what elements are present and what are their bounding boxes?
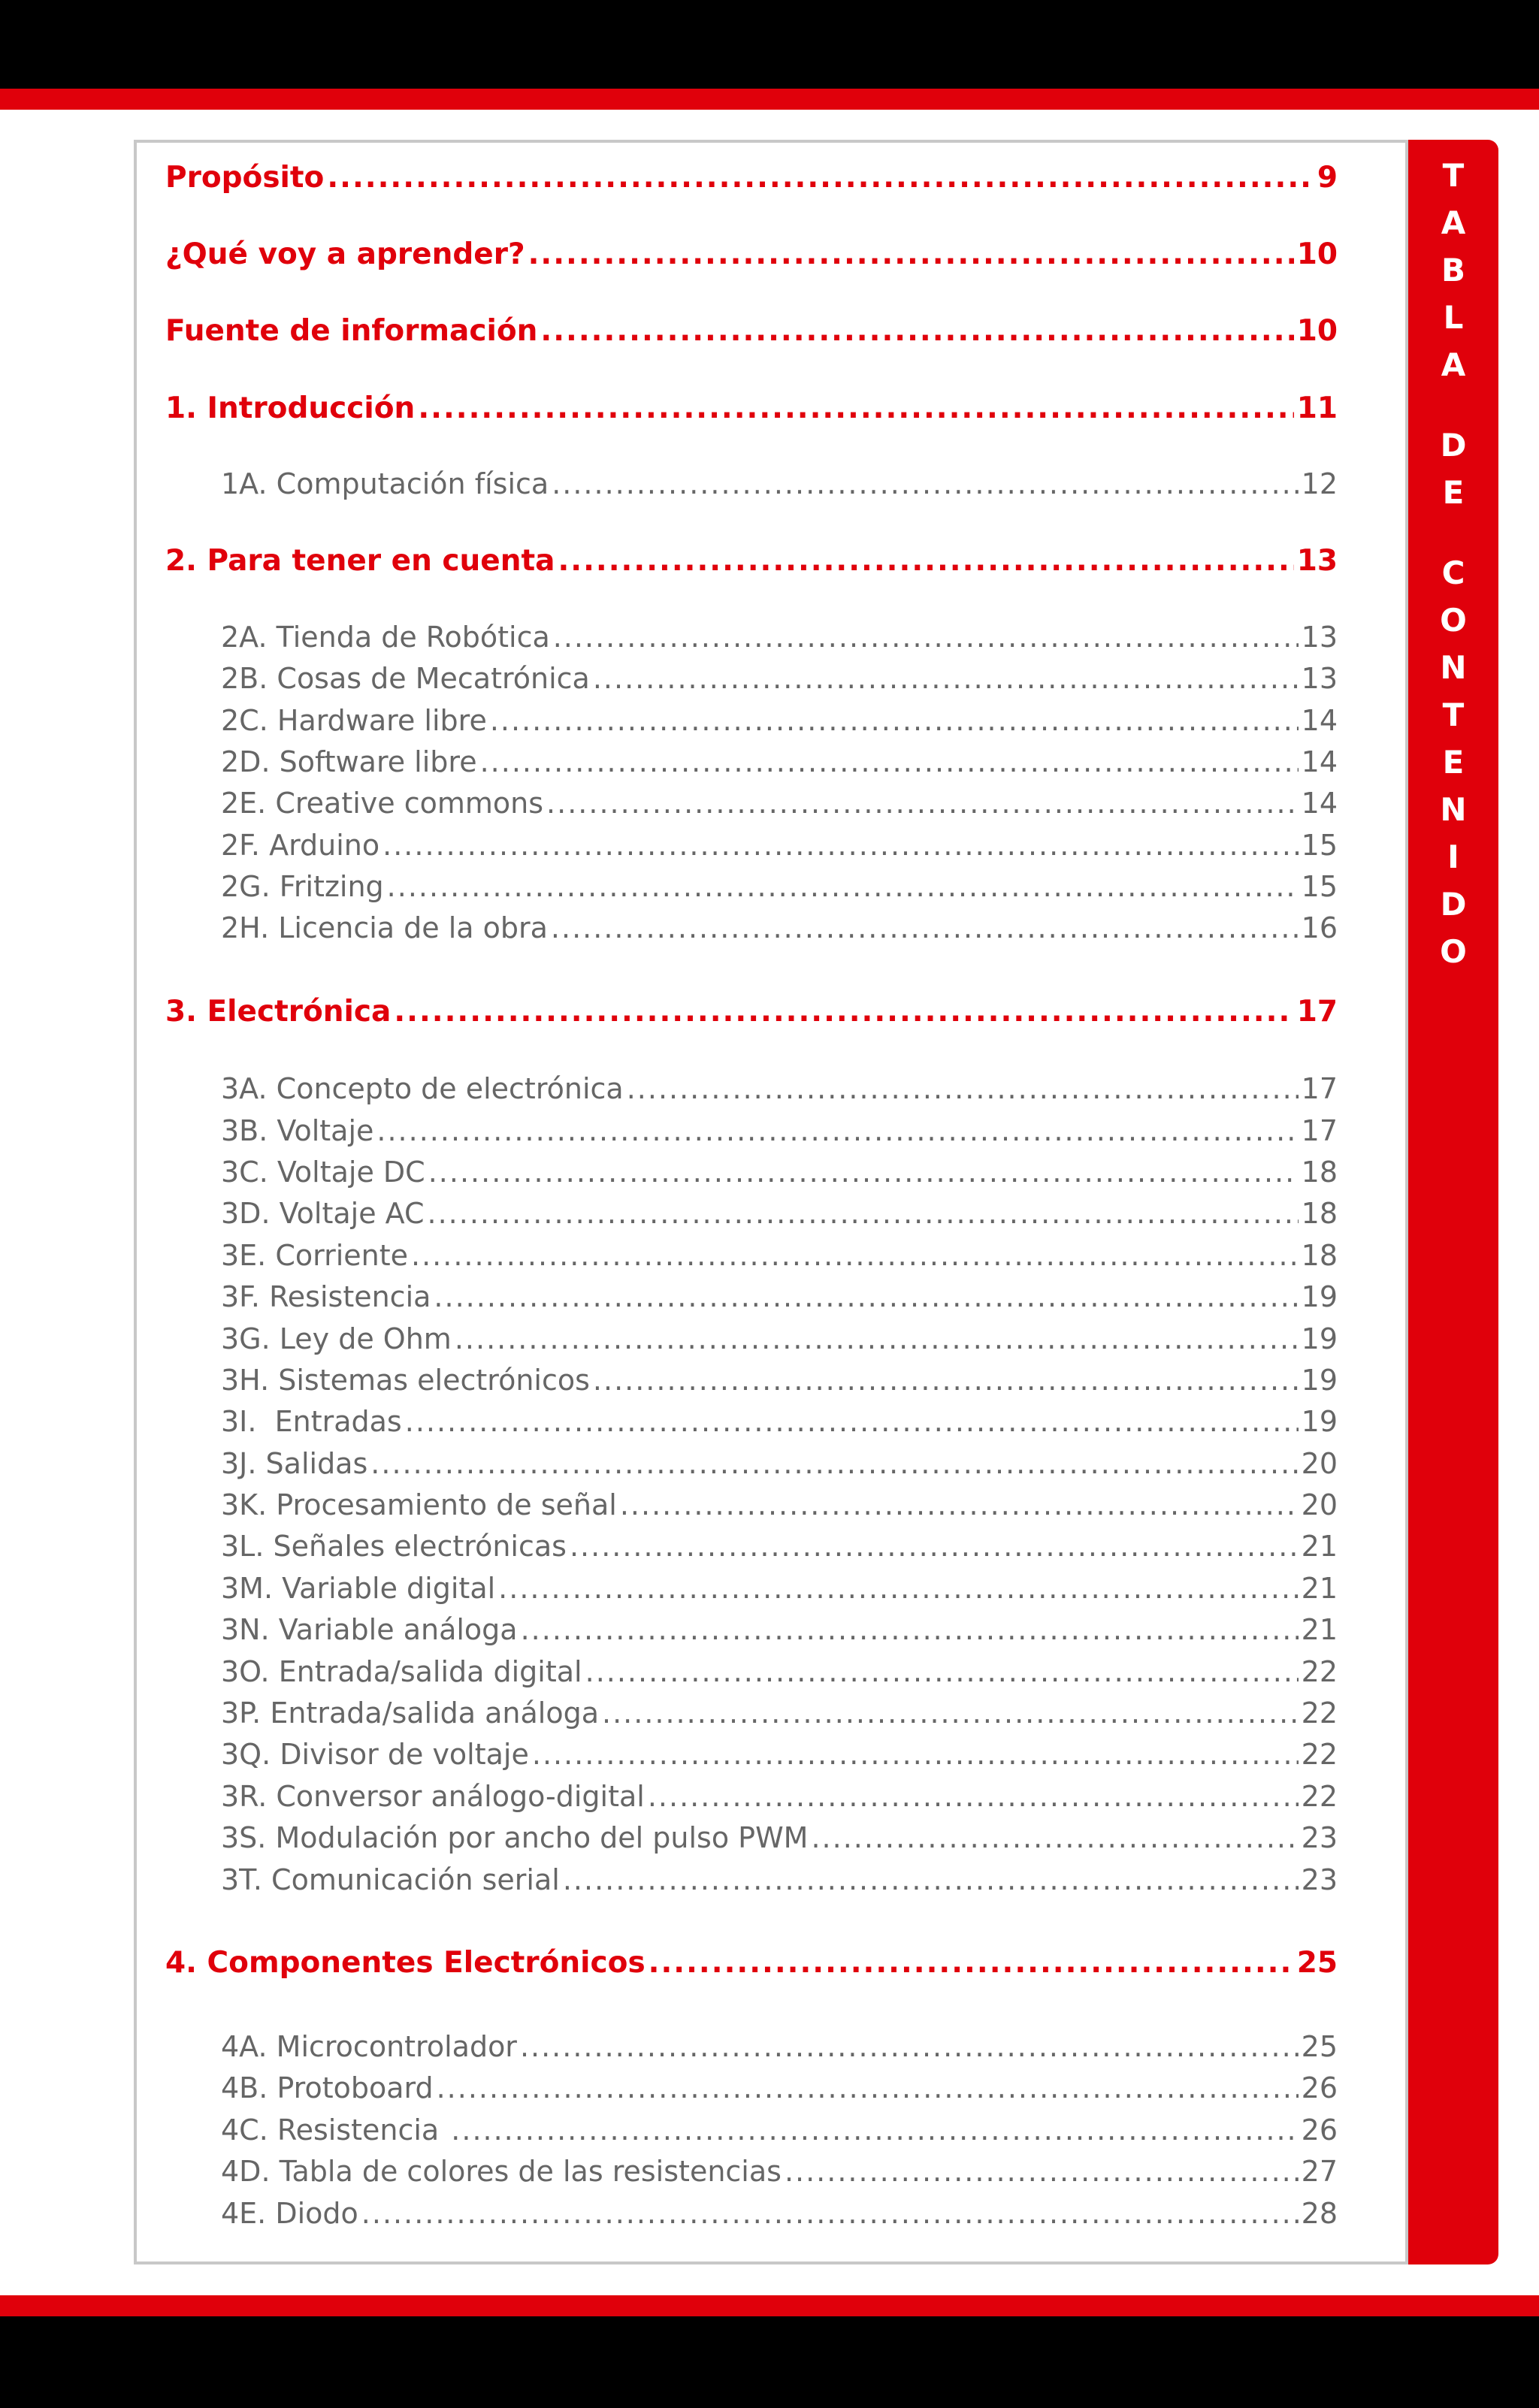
toc-entry-label: 4E. Diodo <box>221 2197 358 2230</box>
toc-page-number: 18 <box>1301 1197 1338 1230</box>
toc-dot-leader <box>387 870 1299 903</box>
toc-entry-label: 4D. Tabla de colores de las resistencias <box>221 2155 782 2188</box>
toc-dot-leader <box>648 1780 1299 1813</box>
toc-page-number: 22 <box>1301 1696 1338 1730</box>
sidebar-letter-gap <box>1408 388 1498 421</box>
toc-page-number: 18 <box>1301 1239 1338 1272</box>
toc-page-number: 15 <box>1301 829 1338 862</box>
toc-dot-leader <box>376 1114 1298 1147</box>
toc-entry-label: 4B. Protoboard <box>221 2071 434 2104</box>
toc-dot-leader <box>455 1322 1299 1355</box>
toc-entry-label: Fuente de información <box>165 314 538 348</box>
toc-dot-leader <box>532 1738 1299 1771</box>
sidebar-letter: O <box>1440 933 1467 970</box>
sidebar-letter: O <box>1440 602 1467 639</box>
toc-section-entry[interactable] <box>165 161 1338 195</box>
toc-page-number: 25 <box>1296 1946 1338 1980</box>
toc-entry-label: 3K. Procesamiento de señal <box>221 1488 617 1521</box>
toc-subsection-entry[interactable] <box>221 1738 1338 1771</box>
toc-dot-leader <box>327 161 1314 195</box>
toc-subsection-entry[interactable] <box>221 1197 1338 1230</box>
toc-dot-leader <box>546 787 1299 820</box>
toc-entry-label: 3I. Entradas <box>221 1405 402 1438</box>
toc-entry-label: 2A. Tienda de Robótica <box>221 621 550 654</box>
toc-entry-label: 2H. Licencia de la obra <box>221 911 548 944</box>
toc-page-number: 21 <box>1301 1613 1338 1646</box>
toc-section-entry[interactable] <box>165 314 1338 348</box>
toc-page-number: 17 <box>1301 1114 1338 1147</box>
toc-entry-label: 2. Para tener en cuenta <box>165 544 555 578</box>
toc-entry-label: 1A. Computación física <box>221 467 549 500</box>
toc-dot-leader <box>434 1280 1298 1313</box>
toc-subsection-entry[interactable] <box>221 829 1338 862</box>
toc-subsection-entry[interactable] <box>221 745 1338 778</box>
toc-section-entry[interactable] <box>165 1946 1338 1980</box>
toc-page-number: 25 <box>1301 2030 1338 2063</box>
toc-entry-label: 3J. Salidas <box>221 1447 368 1480</box>
toc-entry-label: 3P. Entrada/salida análoga <box>221 1696 599 1730</box>
toc-page-number: 22 <box>1301 1655 1338 1688</box>
toc-subsection-entry[interactable] <box>221 1072 1338 1105</box>
toc-entry-label: 3D. Voltaje AC <box>221 1197 425 1230</box>
toc-subsection-entry[interactable] <box>221 870 1338 903</box>
toc-subsection-entry[interactable] <box>221 1613 1338 1646</box>
toc-dot-leader <box>558 544 1293 578</box>
toc-dot-leader <box>382 829 1299 862</box>
toc-subsection-entry[interactable] <box>221 1405 1338 1438</box>
top-red-stripe <box>0 89 1539 110</box>
sidebar-tab <box>1408 140 1498 2264</box>
sidebar-letter: E <box>1442 744 1465 781</box>
toc-dot-leader <box>649 1946 1294 1980</box>
toc-page-number: 16 <box>1301 911 1338 944</box>
toc-page-number: 20 <box>1301 1488 1338 1521</box>
sidebar-letter: D <box>1440 427 1467 464</box>
toc-dot-leader <box>411 1239 1299 1272</box>
toc-entry-label: 3A. Concepto de electrónica <box>221 1072 624 1105</box>
toc-dot-leader <box>428 1156 1299 1189</box>
toc-page-number: 26 <box>1301 2071 1338 2104</box>
toc-entry-label: 2E. Creative commons <box>221 787 544 820</box>
toc-dot-leader <box>394 995 1293 1029</box>
toc-subsection-entry[interactable] <box>221 1114 1338 1147</box>
sidebar-letter: N <box>1440 649 1467 686</box>
toc-dot-leader <box>437 2071 1299 2104</box>
toc-subsection-entry[interactable] <box>221 2113 1338 2147</box>
toc-entry-label: 3N. Variable análoga <box>221 1613 518 1646</box>
toc-entry-label: 3Q. Divisor de voltaje <box>221 1738 529 1771</box>
toc-entry-label: 4C. Resistencia <box>221 2113 449 2147</box>
toc-dot-leader <box>585 1655 1299 1688</box>
toc-entry-label: 2F. Arduino <box>221 829 380 862</box>
toc-page-number: 14 <box>1301 745 1338 778</box>
toc-subsection-entry[interactable] <box>221 1280 1338 1313</box>
sidebar-letter: A <box>1441 204 1466 241</box>
toc-page-number: 15 <box>1301 870 1338 903</box>
toc-dot-leader <box>602 1696 1299 1730</box>
toc-page-number: 19 <box>1301 1322 1338 1355</box>
toc-dot-leader <box>361 2197 1299 2230</box>
toc-subsection-entry[interactable] <box>221 2155 1338 2188</box>
toc-subsection-entry[interactable] <box>221 2071 1338 2104</box>
toc-page-number: 23 <box>1301 1863 1338 1896</box>
sidebar-letter: B <box>1441 252 1465 289</box>
toc-page-number: 13 <box>1301 621 1338 654</box>
toc-entry-label: 3F. Resistencia <box>221 1280 431 1313</box>
toc-subsection-entry[interactable] <box>221 2030 1338 2063</box>
toc-dot-leader <box>418 391 1293 425</box>
toc-page-number: 10 <box>1296 237 1338 271</box>
toc-entry-label: 1. Introducción <box>165 391 416 425</box>
toc-page-number: 19 <box>1301 1405 1338 1438</box>
toc-subsection-entry[interactable] <box>221 1655 1338 1688</box>
toc-dot-leader <box>551 911 1299 944</box>
toc-page-number: 18 <box>1301 1156 1338 1189</box>
sidebar-letter: L <box>1443 299 1464 336</box>
toc-subsection-entry[interactable] <box>221 2197 1338 2230</box>
bottom-red-stripe <box>0 2295 1539 2316</box>
sidebar-letter: D <box>1440 886 1467 923</box>
toc-page-number: 21 <box>1301 1530 1338 1563</box>
toc-dot-leader <box>627 1072 1299 1105</box>
toc-page-number: 13 <box>1296 544 1338 578</box>
toc-section-entry[interactable] <box>165 391 1338 425</box>
toc-entry-label: 3O. Entrada/salida digital <box>221 1655 582 1688</box>
toc-dot-leader <box>540 314 1293 348</box>
toc-entry-label: 3C. Voltaje DC <box>221 1156 425 1189</box>
toc-page-number: 28 <box>1301 2197 1338 2230</box>
toc-entry-label: 3M. Variable digital <box>221 1572 496 1605</box>
toc-page-number: 13 <box>1301 662 1338 695</box>
toc-entry-label: 3S. Modulación por ancho del pulso PWM <box>221 1821 809 1854</box>
toc-subsection-entry[interactable] <box>221 1239 1338 1272</box>
toc-dot-leader <box>370 1447 1298 1480</box>
toc-page-number: 9 <box>1317 161 1338 195</box>
toc-entry-label: 3G. Ley de Ohm <box>221 1322 452 1355</box>
toc-subsection-entry[interactable] <box>221 1780 1338 1813</box>
toc-dot-leader <box>528 237 1294 271</box>
top-black-band <box>0 0 1539 89</box>
toc-entry-label: 4A. Microcontrolador <box>221 2030 517 2063</box>
toc-page-number: 21 <box>1301 1572 1338 1605</box>
toc-page-number: 22 <box>1301 1738 1338 1771</box>
toc-dot-leader <box>428 1197 1299 1230</box>
toc-page-number: 19 <box>1301 1364 1338 1397</box>
toc-page-number: 14 <box>1301 787 1338 820</box>
toc-section-entry[interactable] <box>165 237 1338 271</box>
toc-dot-leader <box>785 2155 1299 2188</box>
toc-subsection-entry[interactable] <box>221 704 1338 737</box>
toc-dot-leader <box>480 745 1299 778</box>
toc-subsection-entry[interactable] <box>221 621 1338 654</box>
toc-subsection-entry[interactable] <box>221 1530 1338 1563</box>
toc-page-number: 20 <box>1301 1447 1338 1480</box>
toc-entry-label: 3B. Voltaje <box>221 1114 374 1147</box>
toc-section-entry[interactable] <box>165 995 1338 1029</box>
toc-entry-label: 3T. Comunicación serial <box>221 1863 560 1896</box>
toc-dot-leader <box>451 2113 1298 2147</box>
toc-dot-leader <box>811 1821 1298 1854</box>
toc-subsection-entry[interactable] <box>221 1821 1338 1854</box>
toc-page-number: 27 <box>1301 2155 1338 2188</box>
toc-page-number: 14 <box>1301 704 1338 737</box>
toc-dot-leader <box>563 1863 1299 1896</box>
toc-entry-label: 2B. Cosas de Mecatrónica <box>221 662 590 695</box>
toc-page-number: 17 <box>1301 1072 1338 1105</box>
toc-subsection-entry[interactable] <box>221 1322 1338 1355</box>
toc-subsection-entry[interactable] <box>221 911 1338 944</box>
toc-entry-label: 2C. Hardware libre <box>221 704 487 737</box>
sidebar-letter: T <box>1442 696 1465 733</box>
toc-dot-leader <box>553 621 1299 654</box>
toc-subsection-entry[interactable] <box>221 787 1338 820</box>
toc-subsection-entry[interactable] <box>221 1364 1338 1397</box>
toc-dot-leader <box>552 467 1298 500</box>
toc-dot-leader <box>570 1530 1299 1563</box>
toc-dot-leader <box>498 1572 1298 1605</box>
sidebar-letter: I <box>1447 838 1459 875</box>
toc-entry-label: 3E. Corriente <box>221 1239 409 1272</box>
sidebar-letter: N <box>1440 791 1467 828</box>
toc-dot-leader <box>490 704 1299 737</box>
toc-subsection-entry[interactable] <box>221 467 1338 500</box>
toc-entry-label: 3R. Conversor análogo-digital <box>221 1780 645 1813</box>
toc-entry-label: ¿Qué voy a aprender? <box>165 237 525 271</box>
toc-section-entry[interactable] <box>165 544 1338 578</box>
toc-dot-leader <box>620 1488 1299 1521</box>
toc-entry-label: 2D. Software libre <box>221 745 477 778</box>
toc-subsection-entry[interactable] <box>221 1488 1338 1521</box>
sidebar-letter: C <box>1441 554 1465 591</box>
toc-entry-label: 3L. Señales electrónicas <box>221 1530 567 1563</box>
toc-dot-leader <box>521 1613 1299 1646</box>
toc-page-number: 10 <box>1296 314 1338 348</box>
toc-dot-leader <box>593 1364 1299 1397</box>
bottom-black-band <box>0 2316 1539 2408</box>
toc-dot-leader <box>405 1405 1299 1438</box>
sidebar-letter-gap <box>1408 516 1498 549</box>
toc-entry-label: 3H. Sistemas electrónicos <box>221 1364 590 1397</box>
toc-page-number: 26 <box>1301 2113 1338 2147</box>
sidebar-letter: E <box>1442 474 1465 511</box>
toc-subsection-entry[interactable] <box>221 662 1338 695</box>
toc-subsection-entry[interactable] <box>221 1447 1338 1480</box>
toc-page-number: 11 <box>1296 391 1338 425</box>
toc-page-number: 12 <box>1301 467 1338 500</box>
toc-entry-label: 2G. Fritzing <box>221 870 384 903</box>
toc-page-number: 17 <box>1296 995 1338 1029</box>
toc-page-number: 22 <box>1301 1780 1338 1813</box>
sidebar-letter: T <box>1442 157 1465 194</box>
toc-page-number: 23 <box>1301 1821 1338 1854</box>
toc-dot-leader <box>593 662 1299 695</box>
sidebar-letter: A <box>1441 346 1466 383</box>
toc-subsection-entry[interactable] <box>221 1572 1338 1605</box>
toc-subsection-entry[interactable] <box>221 1863 1338 1896</box>
sidebar-title <box>1408 152 1498 975</box>
toc-dot-leader <box>520 2030 1299 2063</box>
toc-entry-label: 3. Electrónica <box>165 995 392 1029</box>
toc-subsection-entry[interactable] <box>221 1156 1338 1189</box>
toc-page-number: 19 <box>1301 1280 1338 1313</box>
toc-entry-label: Propósito <box>165 161 325 195</box>
toc-entry-label: 4. Componentes Electrónicos <box>165 1946 646 1980</box>
toc-subsection-entry[interactable] <box>221 1696 1338 1730</box>
